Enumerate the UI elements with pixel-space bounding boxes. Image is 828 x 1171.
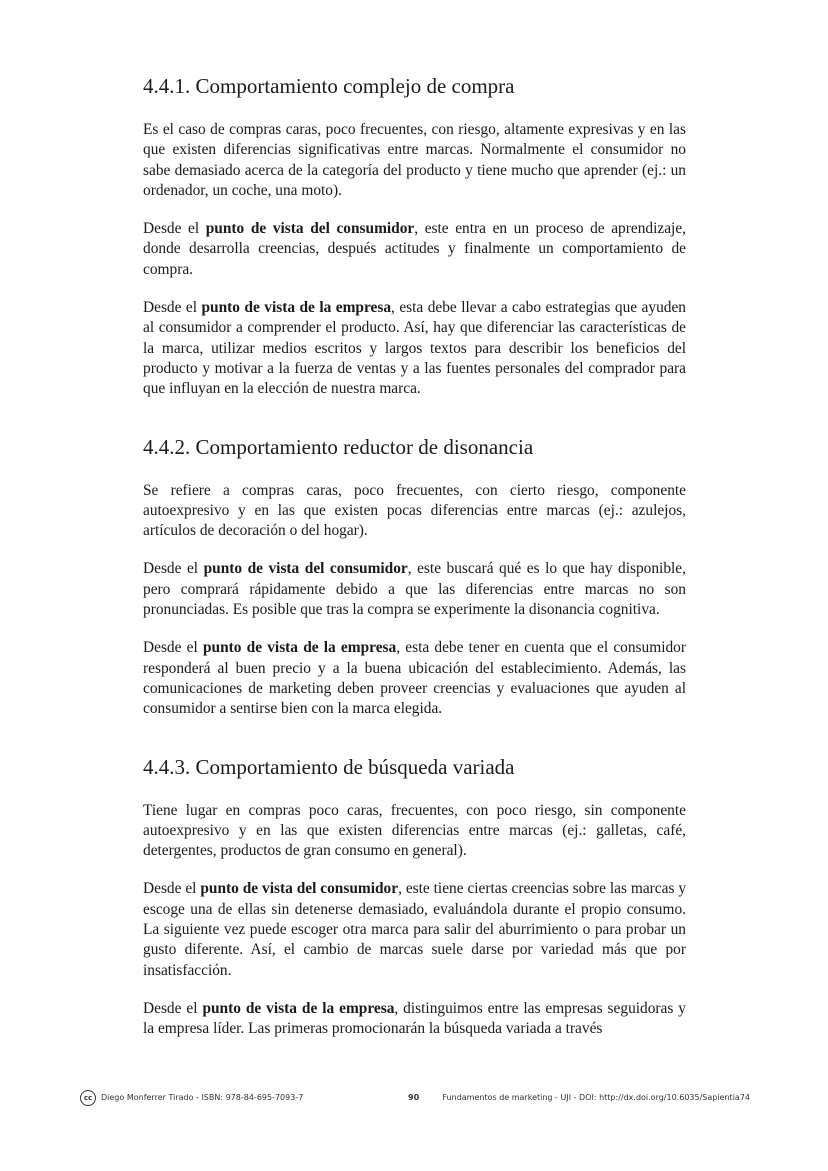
page-footer bbox=[80, 1090, 750, 1110]
paragraph: Desde el punto de vista del consumidor, este entra en un proceso de aprendizaje, donde desarrolla creencias, después actitudes y finalmente un comportamiento de compra. bbox=[143, 220, 686, 278]
section-heading: 4.4.1. Comportamiento complejo de compra bbox=[143, 74, 515, 98]
page-content bbox=[143, 72, 686, 1040]
bold-term: punto de vista del consumidor bbox=[200, 880, 399, 898]
footer-author-isbn: Diego Monferrer Tirado - ISBN: 978-84-695-7093-7 bbox=[101, 1093, 304, 1102]
bold-term: punto de vista del consumidor bbox=[203, 560, 408, 578]
creative-commons-icon: cc bbox=[80, 1090, 96, 1106]
bold-term: punto de vista de la empresa bbox=[202, 639, 397, 657]
section-4-4-1 bbox=[143, 72, 686, 400]
paragraph: Tiene lugar en compras poco caras, frecuentes, con poco riesgo, sin componente autoexpresivo y en las que existen diferencias entre marcas (ej.: galletas, café, detergentes, productos de gran consumo en general). bbox=[143, 801, 686, 860]
section-4-4-2 bbox=[143, 433, 686, 720]
footer-doi-link[interactable]: Fundamentos de marketing - UJI - DOI: http://dx.doi.org/10.6035/Sapientia74 bbox=[442, 1093, 750, 1102]
paragraph: Desde el punto de vista del consumidor, este buscará qué es lo que hay disponible, pero comprará rápidamente debido a que las diferencias entre marcas no son pronunciadas. Es posible que tras la compra se experimente la disonancia cognitiva. bbox=[143, 560, 686, 619]
section-heading: 4.4.3. Comportamiento de búsqueda variada bbox=[143, 754, 515, 779]
paragraph: Desde el punto de vista de la empresa, esta debe tener en cuenta que el consumidor responderá al buen precio y a la buena ubicación del establecimiento. Además, las comunicaciones de marketing deben proveer creencias y evaluaciones que ayuden al consumidor a sentirse bien con la marca elegida. bbox=[143, 639, 686, 718]
section-heading: 4.4.2. Comportamiento reductor de disonancia bbox=[143, 434, 534, 459]
paragraph: Desde el punto de vista de la empresa, distinguimos entre las empresas seguidoras y la empresa líder. Las primeras promocionarán la búsqueda variada a través bbox=[143, 999, 686, 1038]
bold-term: punto de vista de la empresa bbox=[202, 999, 395, 1017]
paragraph: Desde el punto de vista del consumidor, este tiene ciertas creencias sobre las marcas y escoge una de ellas sin detenerse demasiado, evaluándola durante el propio consumo. La siguiente vez puede escoger otra marca para salir del aburrimiento o para probar un gusto diferente. Así, el cambio de marcas suele darse por variedad más que por insatisfacción. bbox=[143, 880, 687, 979]
bold-term: punto de vista del consumidor bbox=[205, 220, 415, 238]
paragraph: Desde el punto de vista de la empresa, esta debe llevar a cabo estrategias que ayuden al consumidor a comprender el producto. Así, hay que diferenciar las características de la marca, utilizar medios escritos y largos textos para describir los beneficios del producto y motivar a la fuerza de ventas y a las fuentes personales del comprador para que influyan en la elección de nuestra marca. bbox=[143, 299, 686, 398]
page-number: 90 bbox=[408, 1093, 420, 1102]
paragraph: Se refiere a compras caras, poco frecuentes, con cierto riesgo, componente autoexpresivo y en las que existen pocas diferencias entre marcas (ej.: azulejos, artículos de decoración o del hogar). bbox=[143, 481, 686, 540]
paragraph: Es el caso de compras caras, poco frecuentes, con riesgo, altamente expresivas y en las que existen diferencias significativas entre marcas. Normalmente el consumidor no sabe demasiado acerca de la categoría del producto y tiene mucho que aprender (ej.: un ordenador, un coche, una moto). bbox=[143, 121, 686, 199]
bold-term: punto de vista de la empresa bbox=[201, 299, 392, 317]
section-4-4-3 bbox=[143, 753, 686, 1040]
